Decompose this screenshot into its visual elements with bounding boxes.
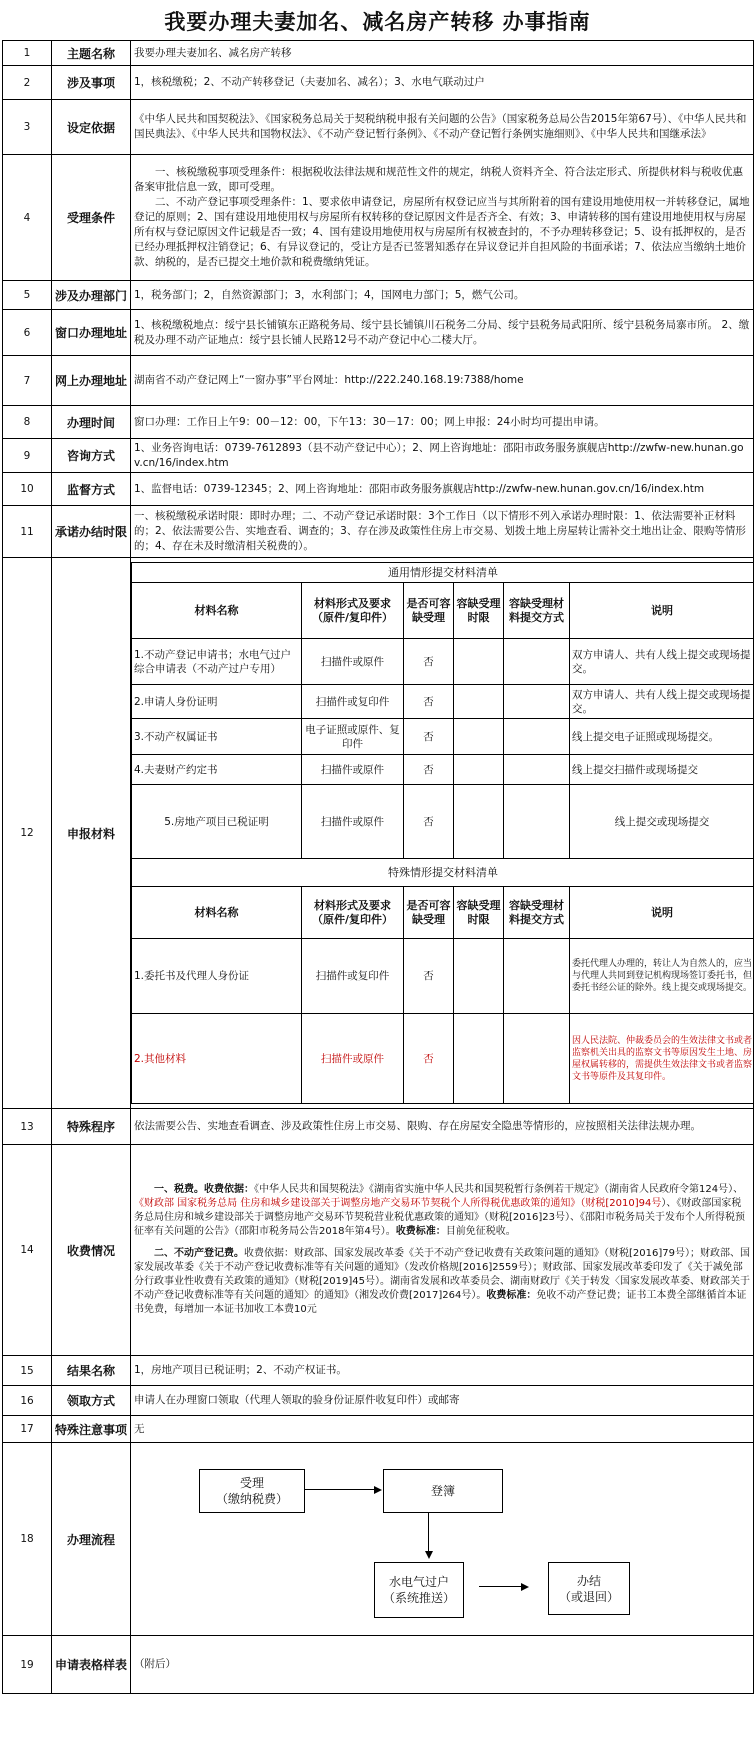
header-submit-method: 容缺受理材料提交方式 xyxy=(504,583,570,639)
row-16 xyxy=(3,1386,754,1416)
arrow-down-icon xyxy=(425,1551,433,1559)
general-header-row xyxy=(132,583,754,639)
material-note: 线上提交扫描件或现场提交 xyxy=(570,755,754,785)
row-label: 办理时间 xyxy=(52,406,131,439)
header-material-name: 材料名称 xyxy=(132,887,302,939)
material-method xyxy=(504,939,570,1014)
material-can-accept: 否 xyxy=(404,719,454,755)
flow-connector xyxy=(304,1489,374,1490)
arrow-right-icon xyxy=(521,1583,529,1591)
header-material-name: 材料名称 xyxy=(132,583,302,639)
row-content: 我要办理夫妻加名、减名房产转移 xyxy=(131,41,754,66)
material-can-accept: 否 xyxy=(404,639,454,685)
material-name: 2.申请人身份证明 xyxy=(132,685,302,719)
material-form: 扫描件或原件 xyxy=(302,785,404,859)
material-limit xyxy=(454,785,504,859)
fee-tax-basis-2: ）、《财政部国家税务总局住房和城乡建设部关于调整房地产交易环节契税营业税优惠政策的通知》（财税[2016]23号）、《邵阳市税务局关于发布个人所得税预征率有关问题的公告》（邵阳市税务局公告2018年第4号）。 xyxy=(134,1198,745,1237)
table-row xyxy=(132,639,754,685)
material-can-accept: 否 xyxy=(404,785,454,859)
flow-step-register: 登簿 xyxy=(383,1469,503,1513)
material-note: 线上提交或现场提交 xyxy=(570,785,754,859)
material-note: 线上提交电子证照或现场提交。 xyxy=(570,719,754,755)
material-method xyxy=(504,1014,570,1104)
row-number: 5 xyxy=(3,281,52,310)
row-number: 10 xyxy=(3,473,52,506)
flow-step-utility-transfer: 水电气过户 （系统推送） xyxy=(374,1562,464,1618)
row-number: 12 xyxy=(3,558,52,1109)
special-header-row xyxy=(132,887,754,939)
material-method xyxy=(504,755,570,785)
material-limit xyxy=(454,755,504,785)
row-4 xyxy=(3,155,754,281)
row-number: 15 xyxy=(3,1356,52,1386)
table-row xyxy=(132,939,754,1014)
fee-registration-standard-label: 收费标准： xyxy=(486,1290,537,1301)
material-note: 双方申请人、共有人线上提交或现场提交。 xyxy=(570,639,754,685)
row-content: 无 xyxy=(131,1416,754,1443)
row-content: 1，房地产项目已税证明；2、不动产权证书。 xyxy=(131,1356,754,1386)
material-name: 2.其他材料 xyxy=(132,1014,302,1104)
row-label: 结果名称 xyxy=(52,1356,131,1386)
header-material-form: 材料形式及要求（原件/复印件） xyxy=(302,887,404,939)
row-label: 主题名称 xyxy=(52,41,131,66)
table-row xyxy=(132,785,754,859)
row-label: 收费情况 xyxy=(52,1145,131,1356)
row-11 xyxy=(3,506,754,558)
fee-tax-title: 一、税费。 xyxy=(154,1184,204,1195)
material-limit xyxy=(454,719,504,755)
row-13 xyxy=(3,1109,754,1145)
fee-content xyxy=(131,1145,754,1356)
row-content: 《中华人民共和国契税法》、《国家税务总局关于契税纳税申报有关问题的公告》（国家税务总局公告2015年第67号）、《中华人民共和国民典法》、《中华人民共和国物权法》、《不动产登记暂行条例》、《不动产登记暂行条例实施细则》、《中华人民共和国继承法》 xyxy=(131,100,754,155)
material-can-accept: 否 xyxy=(404,755,454,785)
row-2 xyxy=(3,66,754,100)
row-content: 1，核税缴税；2、不动产转移登记（夫妻加名、减名）；3、水电气联动过户 xyxy=(131,66,754,100)
row-14 xyxy=(3,1145,754,1356)
row-number: 19 xyxy=(3,1636,52,1694)
tax-acceptance-conditions: 一、核税缴税事项受理条件：根据税收法律法规和规范性文件的规定，纳税人资料齐全、符合法定形式、所提供材料与税收优惠备案审批信息一致，即可受理。 xyxy=(134,166,743,193)
row-label: 特殊程序 xyxy=(52,1109,131,1145)
row-content: 申请人在办理窗口领取（代理人领取的验身份证原件收复印件）或邮寄 xyxy=(131,1386,754,1416)
row-label: 受理条件 xyxy=(52,155,131,281)
row-17 xyxy=(3,1416,754,1443)
fee-tax-standard: 目前免征税收。 xyxy=(445,1226,516,1237)
row-label: 领取方式 xyxy=(52,1386,131,1416)
page-title: 我要办理夫妻加名、减名房产转移 办事指南 xyxy=(164,10,591,34)
row-number: 4 xyxy=(3,155,52,281)
row-label: 涉及事项 xyxy=(52,66,131,100)
material-note: 因人民法院、仲裁委员会的生效法律文书或者监察机关出具的监察文书等原因发生土地、房屋权属转移的，需提供生效法律文书或者监察文书等原件及其复印件。 xyxy=(570,1014,754,1104)
material-name: 4.夫妻财产约定书 xyxy=(132,755,302,785)
row-content: 一、核税缴税承诺时限：即时办理；二、不动产登记承诺时限：3个工作日（以下情形不列入承诺办理时限：1、依法需要补正材料的；2、依法需要公告、实地查看、调查的；3、存在涉及政策性住房上市交易、划拨土地上房屋转让需补交土地出让金、限购等情形的；4、存在未及时缴清相关税费的）。 xyxy=(131,506,754,558)
header-accept-limit: 容缺受理时限 xyxy=(454,583,504,639)
fee-registration-standard: 免收不动产登记费；证书工本费全部继循首本证书免费，每增加一本证书加收工本费10元 xyxy=(134,1290,747,1315)
row-number: 11 xyxy=(3,506,52,558)
material-method xyxy=(504,685,570,719)
row-number: 14 xyxy=(3,1145,52,1356)
special-materials-caption: 特殊情形提交材料清单 xyxy=(132,859,754,887)
flow-connector xyxy=(428,1512,429,1552)
material-can-accept: 否 xyxy=(404,1014,454,1104)
registration-acceptance-conditions: 二、不动产登记事项受理条件：1、要求依申请登记，房屋所有权登记应当与其所附着的国有建设用地使用权一并转移登记，属地登记的原则；2、国有建设用地使用权与房屋所有权转移的登记原因文件是否齐全、有效；3、申请转移的国有建设用地使用权与房屋所有权与登记原因文件记载是否一致；4、国有建设用地使用权与房屋所有权被查封的，不予办理转移登记；5、设有抵押权的，是否已经办理抵押权注销登记；6、有异议登记的，受让方是否已签署知悉存在异议登记并自担风险的书面承诺；7、依法应当缴纳土地价款、纳税的，是否已提交土地价款和税费缴纳凭证。 xyxy=(134,196,750,268)
row-6 xyxy=(3,310,754,356)
materials-section xyxy=(131,558,754,1109)
row-number: 13 xyxy=(3,1109,52,1145)
row-label: 涉及办理部门 xyxy=(52,281,131,310)
header-note: 说明 xyxy=(570,583,754,639)
row-number: 8 xyxy=(3,406,52,439)
form-sample-link[interactable]: （附后） xyxy=(131,1636,754,1694)
row-number: 3 xyxy=(3,100,52,155)
row-number: 6 xyxy=(3,310,52,356)
fee-registration-title: 二、不动产登记费。 xyxy=(154,1248,244,1259)
row-number: 18 xyxy=(3,1443,52,1636)
row-12 xyxy=(3,558,754,1109)
flow-step-accept: 受理 （缴纳税费） xyxy=(199,1469,305,1513)
row-8 xyxy=(3,406,754,439)
header-can-accept: 是否可容缺受理 xyxy=(404,583,454,639)
guide-table xyxy=(2,40,754,1694)
header-accept-limit: 容缺受理时限 xyxy=(454,887,504,939)
fee-tax-basis-1: 《中华人民共和国契税法》《湖南省实施中华人民共和国契税暂行条例若干规定》（湖南省人民政府令第124号）、 xyxy=(254,1184,744,1195)
row-number: 9 xyxy=(3,439,52,473)
material-method xyxy=(504,639,570,685)
fee-tax-basis-label: 收费依据： xyxy=(204,1184,254,1195)
row-9 xyxy=(3,439,754,473)
material-form: 扫描件或原件 xyxy=(302,639,404,685)
row-19 xyxy=(3,1636,754,1694)
material-note: 双方申请人、共有人线上提交或现场提交。 xyxy=(570,685,754,719)
process-flowchart xyxy=(131,1443,754,1636)
material-limit xyxy=(454,639,504,685)
header-material-form: 材料形式及要求（原件/复印件） xyxy=(302,583,404,639)
material-limit xyxy=(454,939,504,1014)
table-row xyxy=(132,755,754,785)
row-number: 16 xyxy=(3,1386,52,1416)
table-row xyxy=(132,1014,754,1104)
row-7 xyxy=(3,356,754,406)
materials-table xyxy=(131,562,754,1104)
row-15 xyxy=(3,1356,754,1386)
material-name: 1.不动产登记申请书；水电气过户综合申请表（不动产过户专用） xyxy=(132,639,302,685)
material-form: 电子证照或原件、复印件 xyxy=(302,719,404,755)
material-form: 扫描件或复印件 xyxy=(302,685,404,719)
row-content: 依法需要公告、实地查看调查、涉及政策性住房上市交易、限购、存在房屋安全隐患等情形的，应按照相关法律法规办理。 xyxy=(131,1109,754,1145)
general-materials-caption: 通用情形提交材料清单 xyxy=(132,563,754,583)
table-row xyxy=(132,719,754,755)
material-form: 扫描件或原件 xyxy=(302,1014,404,1104)
consult-info[interactable]: 1、业务咨询电话：0739-7612893（县不动产登记中心）；2、网上咨询地址：邵阳市政务服务旗舰店http://zwfw-new.hunan.gov.cn/16/index.htm xyxy=(131,439,754,473)
row-number: 2 xyxy=(3,66,52,100)
fee-tax-basis-red: 《财政部 国家税务总局 住房和城乡建设部关于调整房地产交易环节契税个人所得税优惠政策的通知》（财税[2010]94号 xyxy=(134,1198,662,1209)
row-label: 承诺办结时限 xyxy=(52,506,131,558)
fee-tax-standard-label: 收费标准： xyxy=(395,1226,446,1237)
online-address-link[interactable]: 湖南省不动产登记网上“一窗办事”平台网址：http://222.240.168.19:7388/home xyxy=(131,356,754,406)
row-number: 1 xyxy=(3,41,52,66)
material-note: 委托代理人办理的，转让人为自然人的，应当与代理人共同到登记机构现场签订委托书，但委托书经公证的除外。线上提交或现场提交。 xyxy=(570,939,754,1014)
flow-connector xyxy=(479,1586,521,1587)
material-limit xyxy=(454,685,504,719)
material-form: 扫描件或复印件 xyxy=(302,939,404,1014)
material-name: 1.委托书及代理人身份证 xyxy=(132,939,302,1014)
row-label: 窗口办理地址 xyxy=(52,310,131,356)
arrow-right-icon xyxy=(374,1486,382,1494)
header-submit-method: 容缺受理材料提交方式 xyxy=(504,887,570,939)
row-label: 办理流程 xyxy=(52,1443,131,1636)
row-number: 7 xyxy=(3,356,52,406)
flow-step-complete: 办结 （或退回） xyxy=(548,1562,630,1615)
material-form: 扫描件或原件 xyxy=(302,755,404,785)
material-name: 3.不动产权属证书 xyxy=(132,719,302,755)
row-label: 网上办理地址 xyxy=(52,356,131,406)
row-label: 申报材料 xyxy=(52,558,131,1109)
material-limit xyxy=(454,1014,504,1104)
row-label: 监督方式 xyxy=(52,473,131,506)
row-content xyxy=(131,155,754,281)
header-note: 说明 xyxy=(570,887,754,939)
row-3 xyxy=(3,100,754,155)
material-can-accept: 否 xyxy=(404,939,454,1014)
row-label: 咨询方式 xyxy=(52,439,131,473)
table-row xyxy=(132,685,754,719)
header-can-accept: 是否可容缺受理 xyxy=(404,887,454,939)
material-method xyxy=(504,719,570,755)
row-content: 窗口办理：工作日上午9：00－12：00，下午13：30－17：00；网上申报：24小时均可提出申请。 xyxy=(131,406,754,439)
row-content: 1，税务部门；2，自然资源部门；3，水利部门；4，国网电力部门；5，燃气公司。 xyxy=(131,281,754,310)
row-18 xyxy=(3,1443,754,1636)
row-1 xyxy=(3,41,754,66)
supervision-info[interactable]: 1、监督电话：0739-12345；2、网上咨询地址：邵阳市政务服务旗舰店http://zwfw-new.hunan.gov.cn/16/index.htm xyxy=(131,473,754,506)
row-label: 设定依据 xyxy=(52,100,131,155)
row-10 xyxy=(3,473,754,506)
row-label: 申请表格样表 xyxy=(52,1636,131,1694)
row-5 xyxy=(3,281,754,310)
material-name: 5.房地产项目已税证明 xyxy=(132,785,302,859)
row-content: 1、核税缴税地点：绥宁县长铺镇东正路税务局、绥宁县长铺镇川石税务二分局、绥宁县税务局武阳所、绥宁县税务局寨市所。 2、缴税及办理不动产证地点：绥宁县长铺人民路12号不动产登记中心二楼大厅。 xyxy=(131,310,754,356)
material-can-accept: 否 xyxy=(404,685,454,719)
row-number: 17 xyxy=(3,1416,52,1443)
row-label: 特殊注意事项 xyxy=(52,1416,131,1443)
fee-registration-basis: 收费依据：财政部、国家发展改革委《关于不动产登记收费有关政策问题的通知》（财税[2016]79号）；财政部、国家发展改革委《关于不动产登记收费标准等有关问题的通知》（发改价格规[2016]2559号）；财政部、国家发展改革委印发了《关于减免部分行政事业性收费有关政策的通知》（财税[2019]45号）。湖南省发展和改革委员会、湖南财政厅《关于转发〈国家发展改革委、财政部关于不动产登记收费标准等有关问题的通知〉的通知》（湘发改价费[2017]264号）。 xyxy=(134,1248,750,1301)
material-method xyxy=(504,785,570,859)
